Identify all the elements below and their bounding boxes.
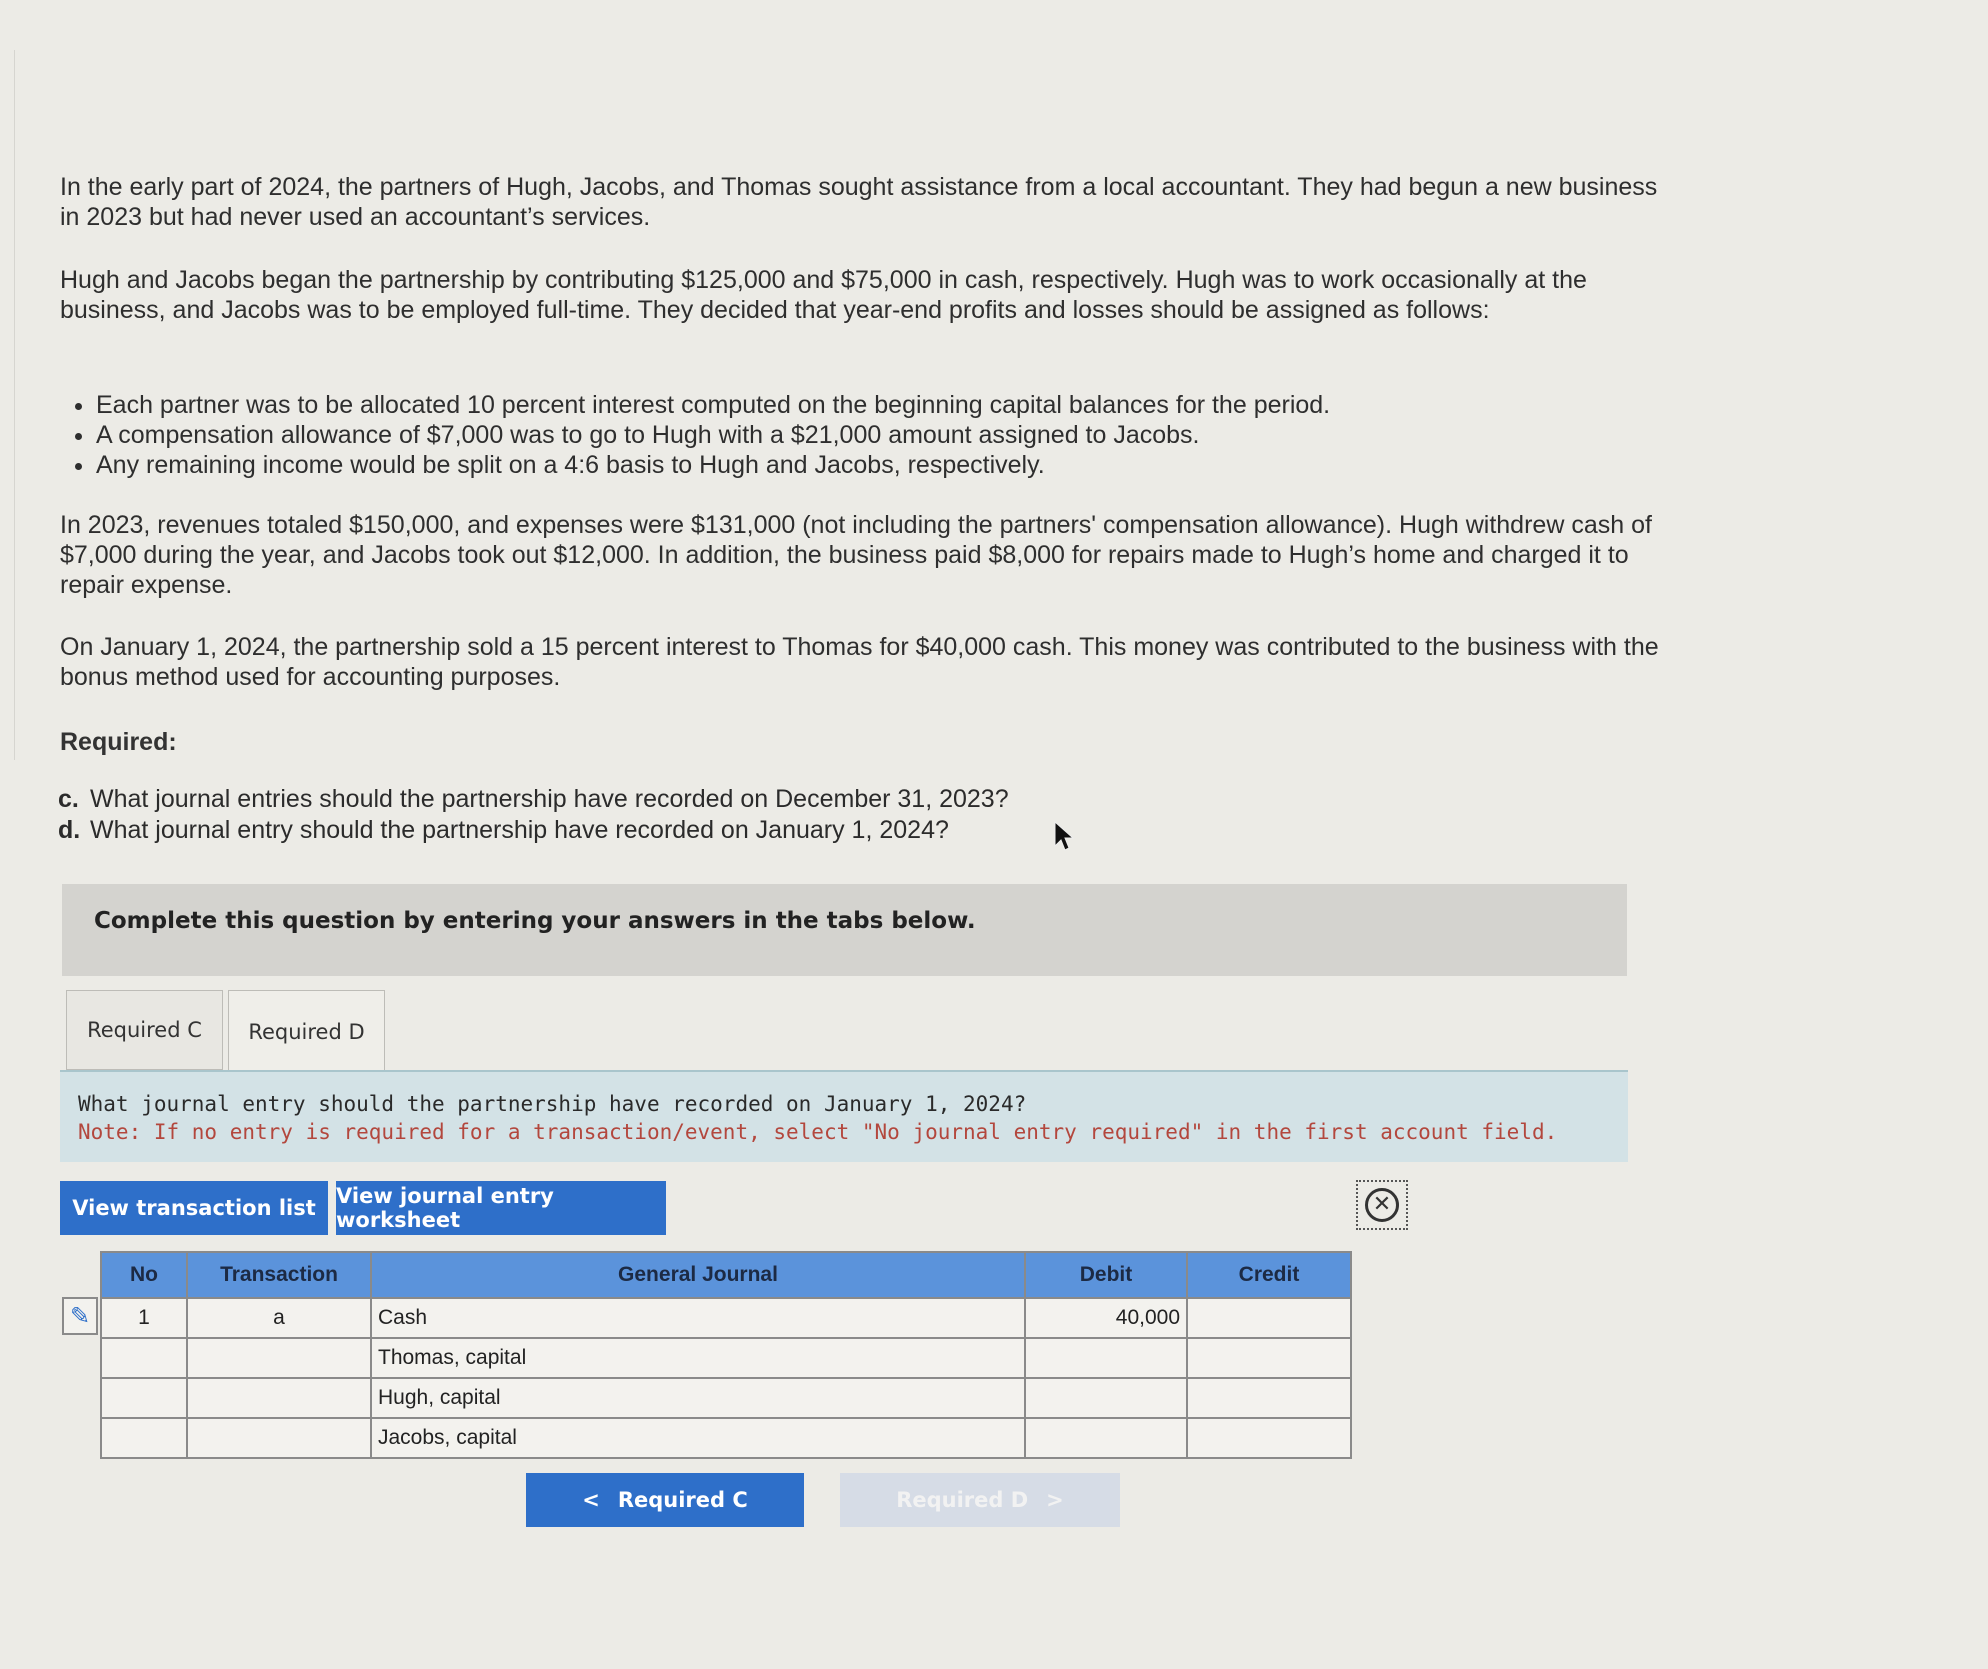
next-required-d-button <box>840 1473 1120 1527</box>
debit-field[interactable] <box>1025 1418 1187 1458</box>
col-credit-header: Credit <box>1187 1252 1351 1298</box>
prev-button-label: Required C <box>617 1488 748 1512</box>
problem-text: Hugh and Jacobs began the partnership by contributing $125,000 and $75,000 in cash, respectively. Hugh was to work occasionally at the business, and Jacobs was to be employed full-time. They decided that year-end profits and losses should be assigned as follows: <box>60 266 1587 324</box>
chevron-left-icon: < <box>582 1488 600 1512</box>
bullet-item: • Any remaining income would be split on a 4:6 basis to Hugh and Jacobs, respectively. <box>96 450 1684 480</box>
row-no <box>101 1338 187 1378</box>
account-field[interactable]: Jacobs, capital <box>371 1418 1025 1458</box>
general-journal-table <box>100 1251 1352 1459</box>
table-row <box>101 1418 1351 1458</box>
close-button[interactable] <box>1356 1180 1408 1230</box>
row-transaction: a <box>187 1298 371 1338</box>
row-transaction <box>187 1338 371 1378</box>
required-key: c. <box>58 785 79 813</box>
view-transaction-list-button[interactable]: View transaction list <box>60 1181 328 1235</box>
required-item <box>58 784 1009 815</box>
row-no <box>101 1418 187 1458</box>
row-no <box>101 1378 187 1418</box>
question-text: What journal entry should the partnership have recorded on January 1, 2024? <box>78 1092 1027 1116</box>
required-heading: Required: <box>60 728 177 756</box>
problem-paragraph-4 <box>60 632 1680 692</box>
left-panel-edge <box>0 50 15 760</box>
circle-x-icon: ✕ <box>1365 1188 1399 1222</box>
account-field[interactable]: Cash <box>371 1298 1025 1338</box>
allocation-bullets <box>64 390 1684 480</box>
required-list <box>58 784 1009 846</box>
problem-paragraph-2 <box>60 265 1680 325</box>
account-field[interactable]: Hugh, capital <box>371 1378 1025 1418</box>
credit-field[interactable] <box>1187 1418 1351 1458</box>
problem-text: On January 1, 2024, the partnership sold a 15 percent interest to Thomas for $40,000 cash. This money was contributed to the business with the bonus method used for accounting purposes. <box>60 633 1659 691</box>
row-transaction <box>187 1378 371 1418</box>
debit-field[interactable]: 40,000 <box>1025 1298 1187 1338</box>
mouse-pointer-icon <box>1053 820 1075 852</box>
required-text: What journal entry should the partnership have recorded on January 1, 2024? <box>90 816 949 844</box>
pencil-icon[interactable]: ✎ <box>62 1297 98 1335</box>
bullet-item: • A compensation allowance of $7,000 was to go to Hugh with a $21,000 amount assigned to Jacobs. <box>96 420 1684 450</box>
question-panel <box>60 1070 1628 1162</box>
account-field[interactable]: Thomas, capital <box>371 1338 1025 1378</box>
problem-text: In 2023, revenues totaled $150,000, and expenses were $131,000 (not including the partners' compensation allowance). Hugh withdrew cash of $7,000 during the year, and Jacobs took out $12,000. In addition, the business paid $8,000 for repairs made to Hugh’s home and charged it to repair expense. <box>60 511 1652 599</box>
debit-field[interactable] <box>1025 1378 1187 1418</box>
table-header-row <box>101 1252 1351 1298</box>
debit-field[interactable] <box>1025 1338 1187 1378</box>
problem-paragraph-1 <box>60 172 1680 232</box>
tab-required-d[interactable]: Required D <box>228 990 385 1072</box>
question-note: Note: If no entry is required for a transaction/event, select "No journal entry required" in the first account field. <box>78 1120 1558 1144</box>
col-no-header: No <box>101 1252 187 1298</box>
row-transaction <box>187 1418 371 1458</box>
table-row <box>101 1298 1351 1338</box>
credit-field[interactable] <box>1187 1378 1351 1418</box>
next-button-label: Required D <box>896 1488 1029 1512</box>
required-key: d. <box>58 816 81 844</box>
col-general-journal-header: General Journal <box>371 1252 1025 1298</box>
view-journal-entry-worksheet-button[interactable]: View journal entry worksheet <box>336 1181 666 1235</box>
credit-field[interactable] <box>1187 1338 1351 1378</box>
problem-text: In the early part of 2024, the partners of Hugh, Jacobs, and Thomas sought assistance from a local accountant. They had begun a new business in 2023 but had never used an accountant’s services. <box>60 173 1658 231</box>
table-row <box>101 1338 1351 1378</box>
row-no: 1 <box>101 1298 187 1338</box>
prev-required-c-button[interactable] <box>526 1473 804 1527</box>
required-item <box>58 815 1009 846</box>
tab-required-c[interactable]: Required C <box>66 990 223 1070</box>
col-transaction-header: Transaction <box>187 1252 371 1298</box>
problem-paragraph-3 <box>60 510 1680 600</box>
bullet-item: • Each partner was to be allocated 10 percent interest computed on the beginning capital balances for the period. <box>96 390 1684 420</box>
table-row <box>101 1378 1351 1418</box>
credit-field[interactable] <box>1187 1298 1351 1338</box>
chevron-right-icon: > <box>1046 1488 1064 1512</box>
col-debit-header: Debit <box>1025 1252 1187 1298</box>
instruction-banner: Complete this question by entering your answers in the tabs below. <box>62 884 1627 976</box>
required-text: What journal entries should the partnership have recorded on December 31, 2023? <box>90 785 1009 813</box>
